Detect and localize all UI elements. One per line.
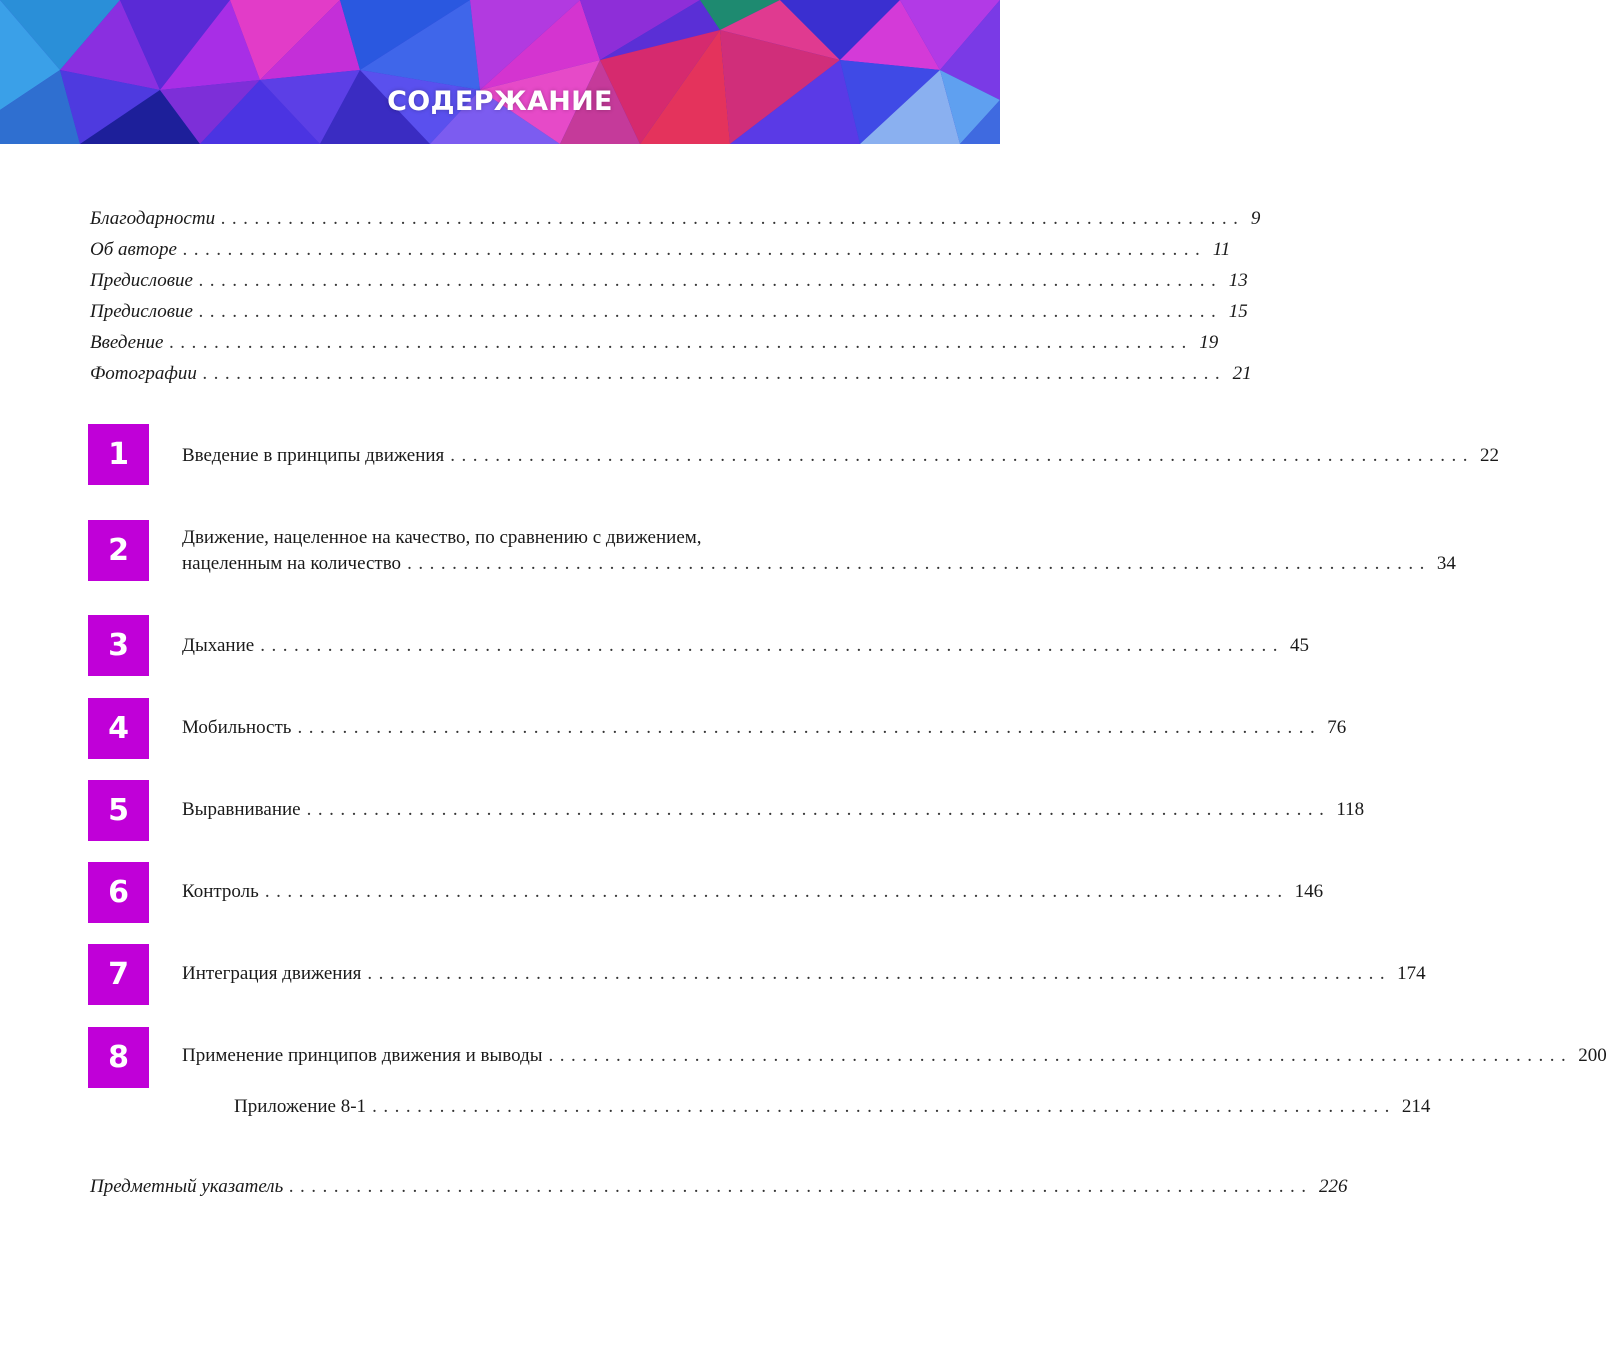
dot-leader: ........................................................................................... [264,881,1289,902]
dot-leader: ........................................................................................... [548,1045,1573,1066]
toc-entry-page: 21 [1232,363,1252,384]
toc-entry-front[interactable] [90,206,1261,232]
toc-entry-page: 200 [1578,1045,1607,1066]
dot-leader: ........................................................................................... [367,963,1392,984]
dot-leader: ........................................................................................... [289,1176,1313,1197]
toc-entry-label: Введение в принципы движения [182,445,445,466]
chapter-number-box: 4 [88,698,149,759]
toc-entry-page: 214 [1401,1096,1431,1117]
toc-entry-chapter[interactable] [182,551,1456,577]
dot-leader: ........................................................................................... [198,270,1223,291]
toc-entry-label: нацеленным на количество [182,553,402,574]
toc-entry-chapter[interactable] [182,715,1347,741]
dot-leader: ........................................................................................... [198,301,1223,322]
toc-entry-label: Выравнивание [182,799,301,820]
dot-leader: ........................................................................................... [407,553,1431,574]
toc-entry-index[interactable] [90,1174,1348,1200]
toc-entry-page: 22 [1480,445,1500,466]
dot-leader: ........................................................................................... [297,717,1322,738]
toc-entry-page: 11 [1212,239,1231,260]
toc-entry-front[interactable] [90,268,1248,294]
toc-entry-label: Об авторе [90,239,177,260]
chapter-number-box: 6 [88,862,149,923]
chapter-number-box: 5 [88,780,149,841]
polygon-pattern-background [0,0,1000,144]
toc-entry-page: 13 [1228,270,1248,291]
toc-entry-label: Интеграция движения [182,963,362,984]
toc-entry-label: Контроль [182,881,259,902]
toc-entry-chapter[interactable] [182,879,1324,905]
toc-entry-chapter[interactable] [182,633,1309,659]
dot-leader: ........................................................................................... [202,363,1227,384]
toc-entry-chapter[interactable] [182,797,1365,823]
chapter-number-box: 2 [88,520,149,581]
toc-entry-page: 118 [1336,799,1365,820]
dot-leader: ........................................................................................... [182,239,1207,260]
toc-entry-label: Введение [90,332,164,353]
toc-entry-label: Фотографии [90,363,197,384]
dot-leader: ........................................................................................... [306,799,1331,820]
chapter-number-box: 7 [88,944,149,1005]
toc-entry-page: 45 [1289,635,1309,656]
toc-entry-label: Предисловие [90,301,193,322]
toc-entry-label: Предметный указатель [90,1176,284,1197]
toc-entry-label: Благодарности [90,208,216,229]
toc-entry-front[interactable] [90,299,1248,325]
chapter-number-box: 8 [88,1027,149,1088]
toc-entry-label: Мобильность [182,717,292,738]
toc-entry-page: 9 [1250,208,1261,229]
toc-entry-label: Применение принципов движения и выводы [182,1045,543,1066]
toc-entry-chapter[interactable] [182,1043,1607,1069]
chapter-number-box: 1 [88,424,149,485]
toc-entry-front[interactable] [90,361,1252,387]
toc-entry-page: 174 [1397,963,1426,984]
toc-entry-page: 15 [1228,301,1248,322]
dot-leader: ........................................................................................... [260,635,1284,656]
toc-entry-page: 34 [1436,553,1456,574]
page-title: СОДЕРЖАНИЕ [387,86,613,117]
toc-entry-page: 19 [1199,332,1219,353]
toc-entry-label: Приложение 8-1 [234,1096,367,1117]
toc-entry-chapter[interactable] [182,443,1500,469]
toc-entry-chapter[interactable] [182,961,1426,987]
dot-leader: ........................................................................................... [450,445,1475,466]
toc-entry-front[interactable] [90,330,1219,356]
dot-leader: ........................................................................................... [372,1096,1396,1117]
toc-entry-label: Предисловие [90,270,193,291]
toc-entry-front[interactable] [90,237,1231,263]
toc-entry-label: Дыхание [182,635,255,656]
toc-entry-page: 76 [1327,717,1347,738]
toc-entry-page: 226 [1319,1176,1348,1197]
dot-leader: ........................................................................................... [169,332,1194,353]
toc-entry-page: 146 [1294,881,1324,902]
toc-entry-label-line1: Движение, нацеленное на качество, по сравнению с движением, [182,527,702,548]
dot-leader: ........................................................................................... [221,208,1245,229]
chapter-number-box: 3 [88,615,149,676]
header-banner [0,0,1000,144]
toc-entry-appendix[interactable] [234,1094,1431,1120]
